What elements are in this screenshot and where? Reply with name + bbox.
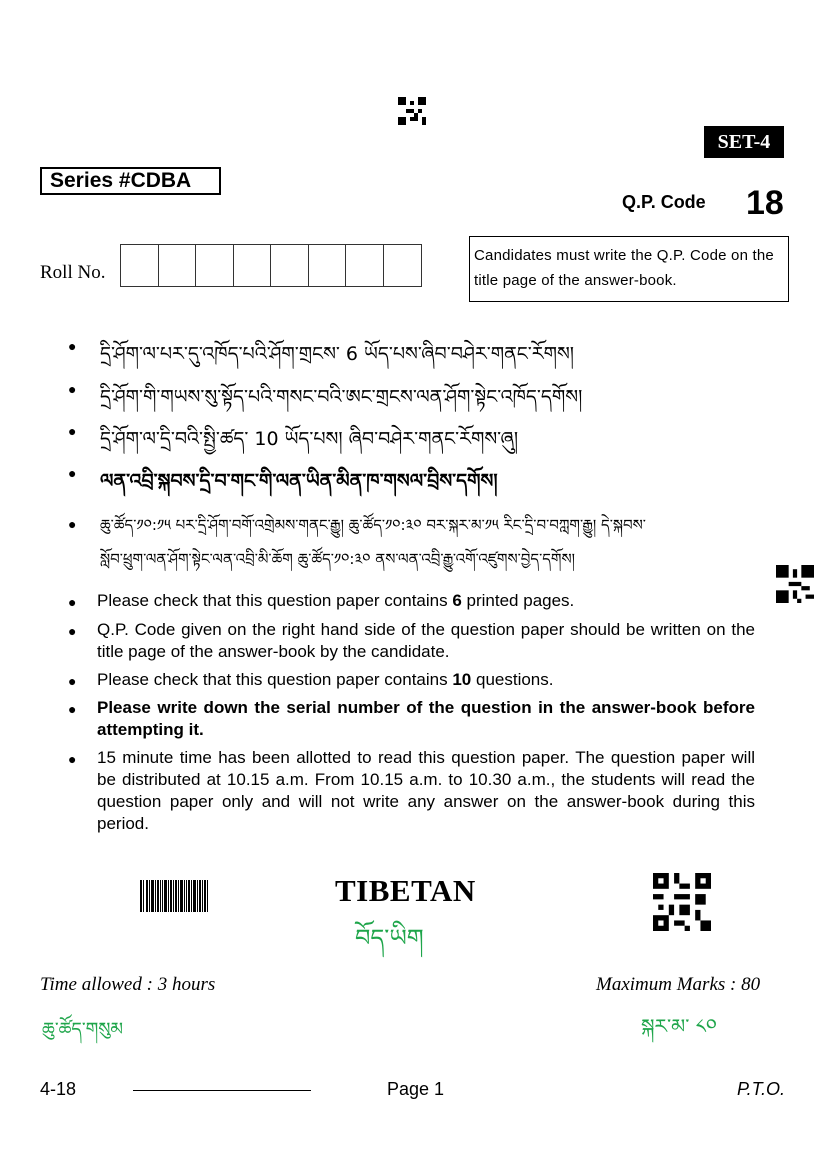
bullet-icon: ● xyxy=(68,701,77,717)
bullet-icon: ● xyxy=(68,516,77,532)
bullet-icon: ● xyxy=(68,423,77,439)
time-handwritten: ཆུ་ཚོད་གསུམ xyxy=(42,1019,124,1040)
roll-cell[interactable] xyxy=(346,245,384,286)
bullet-icon: ● xyxy=(68,594,77,610)
marks-handwritten: སྐར་མ་ ༨༠ xyxy=(641,1014,717,1038)
footer-divider xyxy=(133,1090,311,1091)
subject-title: TIBETAN xyxy=(335,873,476,908)
roll-cell[interactable] xyxy=(196,245,234,286)
roll-cell[interactable] xyxy=(309,245,347,286)
tibetan-instruction: དྲི་ཤོག་ལ་དྲི་བའི་སྤྱི་ཚད་ 10 ཡོད་པས། ཞིབ་བཤེར་གནང་རོགས་ཞུ། xyxy=(100,428,519,450)
tibetan-instruction: སློབ་ཕྲུག་ལན་ཤོག་སྟེང་ལན་འབྲི་མི་ཆོག ཆུ་ཚོད་༡༠:༣༠ ནས་ལན་འབྲི་རྒྱུ་འགོ་འཛུགས་བྱེད་དགོས། xyxy=(100,550,575,568)
qr-code-icon xyxy=(776,565,814,603)
bullet-icon: ● xyxy=(68,623,77,639)
roll-cell[interactable] xyxy=(384,245,422,286)
tibetan-instruction: ཆུ་ཚོད་༡༠:༡༥ པར་དྲི་ཤོག་བགོ་འགྲེམས་གནང་རྒྱུ། ཆུ་ཚོད་༡༠:༣༠ བར་སྐར་མ་༡༥ རིང་དྲི་བ་བཀླག་རྒྱུ། དེ་སྐབས་ xyxy=(100,516,646,534)
barcode-icon xyxy=(140,880,208,912)
tibetan-instruction: དྲི་ཤོག་ལ་པར་དུ་འཁོད་པའི་ཤོག་གྲངས་ 6 ཡོད་པས་ཞིབ་བཤེར་གནང་རོགས། xyxy=(100,343,574,365)
roll-number-boxes[interactable] xyxy=(120,244,422,287)
qr-code-icon xyxy=(653,873,711,931)
english-instruction: Please check that this question paper contains 6 printed pages. xyxy=(97,591,575,610)
bullet-icon: ● xyxy=(68,465,77,481)
time-allowed: Time allowed : 3 hours xyxy=(40,974,216,995)
pto-label: P.T.O. xyxy=(737,1079,786,1099)
bullet-icon: ● xyxy=(68,381,77,397)
english-instruction: Please check that this question paper contains 10 questions. xyxy=(97,670,554,689)
page-number: Page 1 xyxy=(387,1079,445,1099)
tibetan-instruction: ལན་འབྲི་སྐབས་དྲི་བ་གང་གི་ལན་ཡིན་མིན་ཁ་གསལ་བྲིས་དགོས། xyxy=(100,470,498,492)
subject-handwritten: བོད་ཡིག xyxy=(355,924,424,952)
bullet-icon: ● xyxy=(68,338,77,354)
roll-label: Roll No. xyxy=(40,262,106,283)
roll-cell[interactable] xyxy=(234,245,272,286)
english-instruction: Please write down the serial number of the question in the answer-book before attempting it. xyxy=(97,698,755,739)
english-instruction: Q.P. Code given on the right hand side of the question paper should be written on the title page of the answer-book by the candidate. xyxy=(97,620,755,661)
bullet-icon: ● xyxy=(68,751,77,767)
qp-code-value: 18 xyxy=(746,184,784,222)
paper-code: 4-18 xyxy=(40,1079,77,1099)
bullet-icon: ● xyxy=(68,673,77,689)
roll-cell[interactable] xyxy=(271,245,309,286)
series-label: Series #CDBA xyxy=(40,167,221,195)
roll-cell[interactable] xyxy=(121,245,159,286)
qp-code-label: Q.P. Code xyxy=(622,192,706,212)
maximum-marks: Maximum Marks : 80 xyxy=(596,974,761,995)
roll-cell[interactable] xyxy=(159,245,197,286)
candidates-note: Candidates must write the Q.P. Code on the title page of the answer-book. xyxy=(469,236,789,302)
qr-code-icon xyxy=(398,97,426,125)
tibetan-instruction: དྲི་ཤོག་གི་གཡས་སུ་སྟོད་པའི་གསང་བའི་ཨང་གྲངས་ལན་ཤོག་སྟེང་འཁོད་དགོས། xyxy=(100,386,583,408)
set-label: SET-4 xyxy=(704,126,784,158)
english-instruction: 15 minute time has been allotted to read this question paper. The question paper will be distributed at 10.15 a.m. From 10.15 a.m. to 10.30 a.m., the students will read the question paper only and will not write any answer on the answer-book during this period. xyxy=(97,748,755,833)
